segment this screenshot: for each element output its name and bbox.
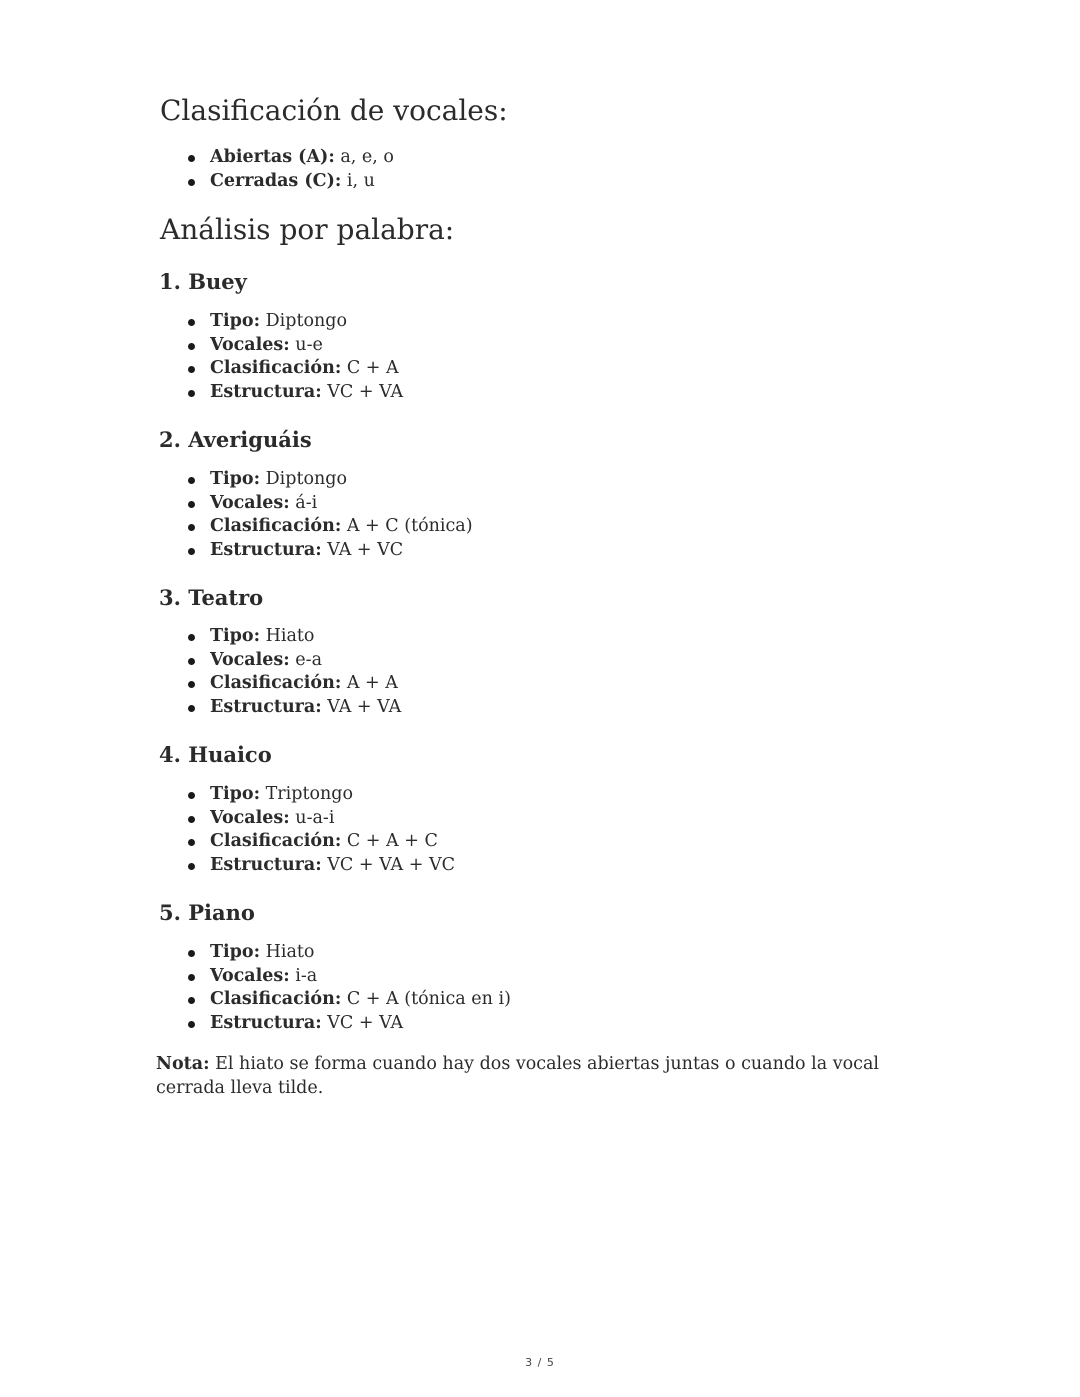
item-label: Tipo: [210, 784, 261, 804]
list-item [158, 1012, 511, 1036]
item-value: VC + VA [321, 382, 404, 403]
bullet-icon [188, 792, 195, 799]
page-number: 3 / 5 [525, 1356, 555, 1369]
item-label: Clasificación: [210, 989, 342, 1010]
item-label: Estructura: [210, 1013, 322, 1034]
item-value: u-e [289, 334, 323, 355]
classification-heading: Clasificación de vocales: [160, 94, 508, 127]
item-label: Estructura: [210, 382, 322, 403]
list-item [158, 310, 403, 334]
list-item [158, 146, 394, 170]
analysis-heading: Análisis por palabra: [160, 213, 455, 246]
word-heading: 1. Buey [159, 269, 247, 294]
item-value: Hiato [260, 626, 315, 646]
list-item [158, 649, 401, 673]
word-details-list [158, 941, 511, 1036]
note-paragraph [156, 1052, 916, 1100]
item-value: á-i [289, 492, 318, 513]
bullet-icon [188, 839, 195, 846]
item-label: Vocales: [210, 649, 290, 670]
item-value: Diptongo [260, 311, 348, 331]
list-item [158, 492, 473, 516]
list-item [158, 830, 455, 854]
bullet-icon [188, 705, 195, 712]
bullet-icon [188, 974, 195, 981]
list-item [158, 783, 455, 807]
word-heading: 5. Piano [159, 900, 255, 925]
item-label: Clasificación: [210, 358, 342, 379]
list-item [158, 941, 511, 965]
bullet-icon [188, 681, 195, 688]
item-value: VC + VA + VC [321, 855, 455, 876]
bullet-icon [188, 997, 195, 1004]
bullet-icon [188, 319, 195, 326]
word-heading: 3. Teatro [159, 585, 264, 610]
word-details-list [158, 783, 455, 878]
list-item [158, 672, 401, 696]
list-item [158, 468, 473, 492]
item-value: i-a [289, 965, 318, 986]
bullet-icon [188, 634, 195, 641]
item-value: e-a [289, 649, 322, 670]
item-value: VA + VC [321, 540, 404, 561]
list-item [158, 170, 394, 194]
item-label: Clasificación: [210, 673, 342, 694]
item-value: VC + VA [321, 1013, 404, 1034]
list-item [158, 625, 401, 649]
item-label: Vocales: [210, 334, 290, 355]
item-label: Cerradas (C): [210, 170, 342, 191]
word-details-list [158, 625, 401, 720]
item-label: Tipo: [210, 311, 261, 331]
item-value: Hiato [260, 942, 315, 962]
classification-list [158, 146, 394, 193]
item-label: Abiertas (A): [210, 147, 335, 167]
bullet-icon [188, 524, 195, 531]
item-label: Vocales: [210, 807, 290, 828]
bullet-icon [188, 816, 195, 823]
bullet-icon [188, 343, 195, 350]
list-item [158, 696, 401, 720]
bullet-icon [188, 390, 195, 397]
list-item [158, 807, 455, 831]
item-label: Vocales: [210, 492, 290, 513]
bullet-icon [188, 155, 195, 162]
item-value: A + A [341, 673, 398, 694]
word-heading: 4. Huaico [159, 742, 272, 767]
bullet-icon [188, 477, 195, 484]
item-label: Clasificación: [210, 516, 342, 537]
item-label: Tipo: [210, 469, 261, 489]
word-details-list [158, 468, 473, 563]
item-value: i, u [341, 170, 375, 191]
item-label: Estructura: [210, 697, 322, 718]
item-value: u-a-i [289, 807, 335, 828]
list-item [158, 854, 455, 878]
bullet-icon [188, 658, 195, 665]
item-label: Vocales: [210, 965, 290, 986]
item-label: Estructura: [210, 855, 322, 876]
bullet-icon [188, 366, 195, 373]
item-label: Tipo: [210, 942, 261, 962]
item-value: C + A [341, 358, 399, 379]
bullet-icon [188, 179, 195, 186]
item-value: C + A + C [341, 831, 438, 852]
item-value: Triptongo [260, 784, 354, 804]
item-label: Tipo: [210, 626, 261, 646]
item-value: Diptongo [260, 469, 348, 489]
list-item [158, 965, 511, 989]
item-value: VA + VA [321, 697, 402, 718]
note-label: Nota: [156, 1054, 210, 1074]
bullet-icon [188, 863, 195, 870]
list-item [158, 539, 473, 563]
list-item [158, 357, 403, 381]
word-details-list [158, 310, 403, 405]
item-value: A + C (tónica) [341, 516, 473, 537]
bullet-icon [188, 548, 195, 555]
list-item [158, 515, 473, 539]
note-text: El hiato se forma cuando hay dos vocales abiertas juntas o cuando la vocal cerrada lleva tilde. [156, 1054, 879, 1098]
word-heading: 2. Averiguáis [159, 427, 312, 452]
bullet-icon [188, 1021, 195, 1028]
bullet-icon [188, 950, 195, 957]
list-item [158, 381, 403, 405]
item-label: Estructura: [210, 540, 322, 561]
bullet-icon [188, 501, 195, 508]
list-item [158, 334, 403, 358]
list-item [158, 988, 511, 1012]
item-value: C + A (tónica en i) [341, 989, 511, 1010]
item-value: a, e, o [334, 147, 394, 167]
item-label: Clasificación: [210, 831, 342, 852]
